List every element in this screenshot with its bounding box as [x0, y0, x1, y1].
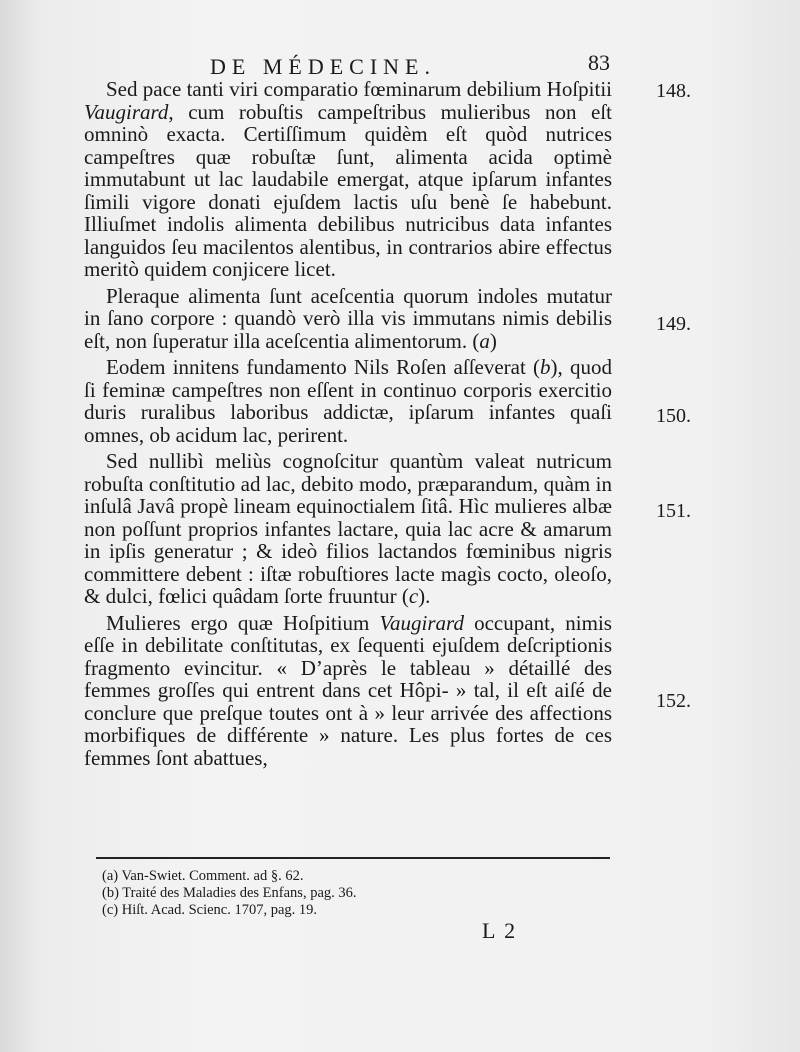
paragraph-text: ) — [489, 328, 497, 353]
paragraph-number: 152. — [656, 690, 691, 712]
paragraph-text: Sed pace tanti viri comparatio fœminarum debilium Hoſpitii — [106, 77, 612, 101]
paragraph-text: ). — [418, 584, 431, 608]
signature-mark: L 2 — [482, 918, 518, 943]
paragraph-text: Eodem innitens fundamento Nils Roſen aſſeverat ( — [106, 355, 541, 379]
paragraph-text: ), quod ſi feminæ campeſtres non eſſent in continuo corporis exercitio duris ruralibus laboribus addictæ, ipſarum infantes quaſi omnes, ob acidum lac, perirent. — [84, 355, 612, 447]
paragraph — [84, 450, 612, 608]
running-title: DE MÉDECINE. — [210, 54, 436, 79]
italic-text: Vaugirard — [84, 99, 169, 124]
footnote: (b) Traité des Maladies des Enfans, pag. 36. — [102, 885, 357, 901]
paragraph — [84, 612, 612, 770]
paragraph-number: 151. — [656, 500, 691, 522]
paragraph — [84, 78, 612, 281]
footnote: (c) Hiſt. Acad. Scienc. 1707, pag. 19. — [102, 902, 318, 918]
paragraph — [84, 356, 612, 446]
paragraph-text: Pleraque alimenta ſunt aceſcentia quorum indoles mutatur in ſano corpore : quandò verò illa vis immutans nimis debilis eſt, non ſuperatur illa aceſcentia alimentorum. ( — [84, 283, 612, 353]
italic-text: Vaugirard — [379, 610, 464, 635]
paragraph-text: Mulieres ergo quæ Hoſpitium — [106, 610, 380, 635]
body-text — [84, 78, 612, 773]
paragraph-number: 150. — [656, 405, 691, 427]
paragraph-number: 149. — [656, 313, 691, 335]
footnote: (a) Van-Swiet. Comment. ad §. 62. — [102, 868, 304, 884]
paragraph-text: , cum robuſtis campeſtribus mulieribus non eſt omninò exacta. Certiſſimum quidèm eſt quòd nutrices campeſtres quæ robuſtæ ſunt, alimenta acida optimè immutabunt ut lac laudabile emergat, atque ipſarum infantes ſimili vigore donati ejuſdem lactis uſu benè ſe habebunt. Illiuſmet indolis alimenta debilibus nutricibus data infantes languidos ſeu macilentos alentibus, in contrarios abire effectus meritò quidem conjicere licet. — [84, 99, 612, 281]
italic-text: b — [540, 355, 551, 379]
paragraph-number: 148. — [656, 80, 691, 102]
paragraph-text: occupant, nimis eſſe in debilitate conſtitutas, ex ſequenti ejuſdem deſcriptionis fragmento evincitur. « D’après le tableau » détaillé des femmes groſſes qui entrent dans cet Hôpi- » tal, il eſt aiſé de conclure que preſque toutes ont à » leur arrivée des affections morbifiques de différente » nature. Les plus fortes de ces femmes ſont abattues, — [84, 610, 612, 770]
page-number: 83 — [588, 50, 610, 75]
paragraph — [84, 285, 612, 353]
footnotes — [102, 868, 602, 919]
paragraph-text: Sed nullibì meliùs cognoſcitur quantùm valeat nutricum robuſta conſtitutio ad lac, debito modo, præparandum, quàm in inſulâ Javâ propè lineam equinoctialem ſitâ. Hìc mulieres albæ non poſſunt proprios infantes lactare, quia lac acre & amarum in ipſis generatur ; & ideò filios lactandos fœminibus nigris committere debent : iſtæ robuſtiores lacte magìs cocto, oleoſo, & dulci, fœlici quâdam ſorte fruuntur ( — [84, 449, 612, 608]
footnote-rule — [96, 857, 610, 859]
italic-text: a — [479, 328, 490, 353]
italic-text: c — [408, 584, 419, 608]
